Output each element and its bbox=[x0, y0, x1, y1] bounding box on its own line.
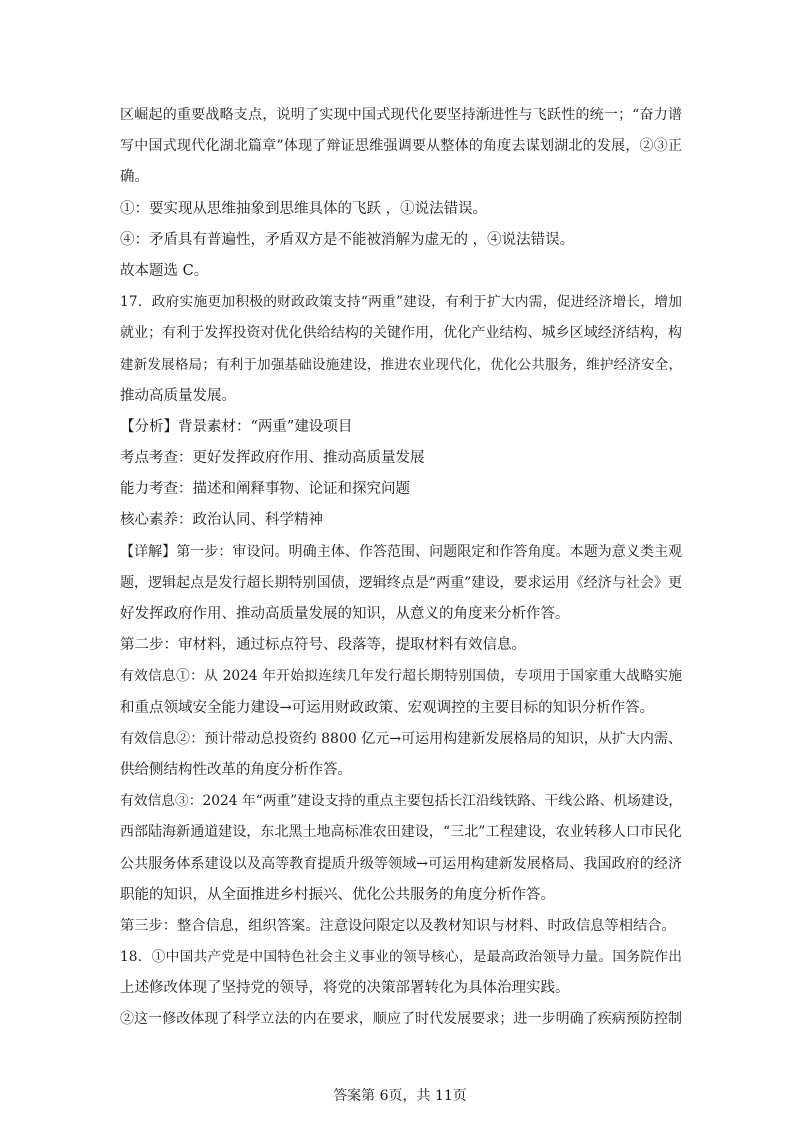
text-line: 区崛起的重要战略支点，说明了实现中国式现代化要坚持渐进性与飞跃性的统一；“奋力谱 bbox=[120, 107, 682, 123]
text-line: 18．①中国共产党是中国特色社会主义事业的领导核心，是最高政治领导力量。国务院作出 bbox=[120, 949, 682, 966]
text-line: 17．政府实施更加积极的财政政策支持“两重”建设，有利于扩大内需，促进经济增长，增加 bbox=[120, 294, 682, 311]
text-line: ②这一修改体现了科学立法的内在要求，顺应了时代发展要求；进一步明确了疾病预防控制 bbox=[120, 1011, 682, 1028]
text-line: ④：矛盾具有普遍性，矛盾双方是不能被消解为虚无的 ，④说法错误。 bbox=[120, 231, 575, 248]
text-line: 上述修改体现了坚持党的领导，将党的决策部署转化为具体治理实践。 bbox=[120, 980, 570, 997]
text-line: 职能的知识，从全面推进乡村振兴、优化公共服务的角度分析作答。 bbox=[120, 886, 555, 903]
text-line: 第三步：整合信息，组织答案。注意设问限定以及教材知识与材料、时政信息等相结合。 bbox=[120, 917, 676, 934]
text-line: 故本题选 C。 bbox=[120, 262, 209, 279]
text-line: 有效信息①：从 2024 年开始拟连续几年发行超长期特别国债，专项用于国家重大战略实施 bbox=[120, 668, 682, 685]
text-line: 就业；有利于发挥投资对优化供给结构的关键作用，优化产业结构、城乡区域经济结构，构 bbox=[120, 325, 682, 342]
text-line: 核心素养：政治认同、科学精神 bbox=[120, 512, 323, 529]
text-line: 有效信息②：预计带动总投资约 8800 亿元→可运用构建新发展格局的知识，从扩大内需、 bbox=[120, 730, 682, 747]
text-line: 和重点领域安全能力建设→可运用财政政策、宏观调控的主要目标的知识分析作答。 bbox=[120, 699, 655, 716]
text-line: 确。 bbox=[120, 169, 149, 186]
text-line: 建新发展格局；有利于加强基础设施建设，推进农业现代化，优化公共服务，维护经济安全， bbox=[120, 356, 682, 373]
text-line: 供给侧结构性改革的角度分析作答。 bbox=[120, 761, 352, 778]
text-line: 好发挥政府作用、推动高质量发展的知识，从意义的角度来分析作答。 bbox=[120, 606, 570, 622]
text-line: 西部陆海新通道建设，东北黑土地高标准农田建设，“三北”工程建设，农业转移人口市民化 bbox=[120, 824, 682, 841]
text-line: ①：要实现从思维抽象到思维具体的飞跃 ，①说法错误。 bbox=[120, 200, 488, 217]
text-line: 公共服务体系建设以及高等教育提质升级等领域→可运用构建新发展格局、我国政府的经济 bbox=[120, 855, 682, 872]
document-body bbox=[120, 100, 682, 1036]
text-line: 考点考查：更好发挥政府作用、推动高质量发展 bbox=[120, 450, 425, 467]
text-line: 写中国式现代化湖北篇章”体现了辩证思维强调要从整体的角度去谋划湖北的发展，②③正 bbox=[120, 138, 682, 155]
text-line: 【详解】第一步：审设问。明确主体、作答范围、问题限定和作答角度。本题为意义类主观 bbox=[120, 543, 682, 560]
text-line: 【分析】背景素材：“两重”建设项目 bbox=[120, 418, 353, 435]
text-line: 第二步：审材料，通过标点符号、段落等，提取材料有效信息。 bbox=[120, 637, 526, 654]
text-line: 题，逻辑起点是发行超长期特别国债，逻辑终点是“两重”建设，要求运用《经济与社会》更 bbox=[120, 574, 682, 591]
text-line: 推动高质量发展。 bbox=[120, 387, 236, 404]
text-line: 能力考查：描述和阐释事物、论证和探究问题 bbox=[120, 481, 410, 498]
page-footer: 答案第 6页，共 11页 bbox=[333, 1088, 467, 1104]
text-line: 有效信息③：2024 年“两重”建设支持的重点主要包括长江沿线铁路、干线公路、机场建设， bbox=[120, 793, 682, 810]
